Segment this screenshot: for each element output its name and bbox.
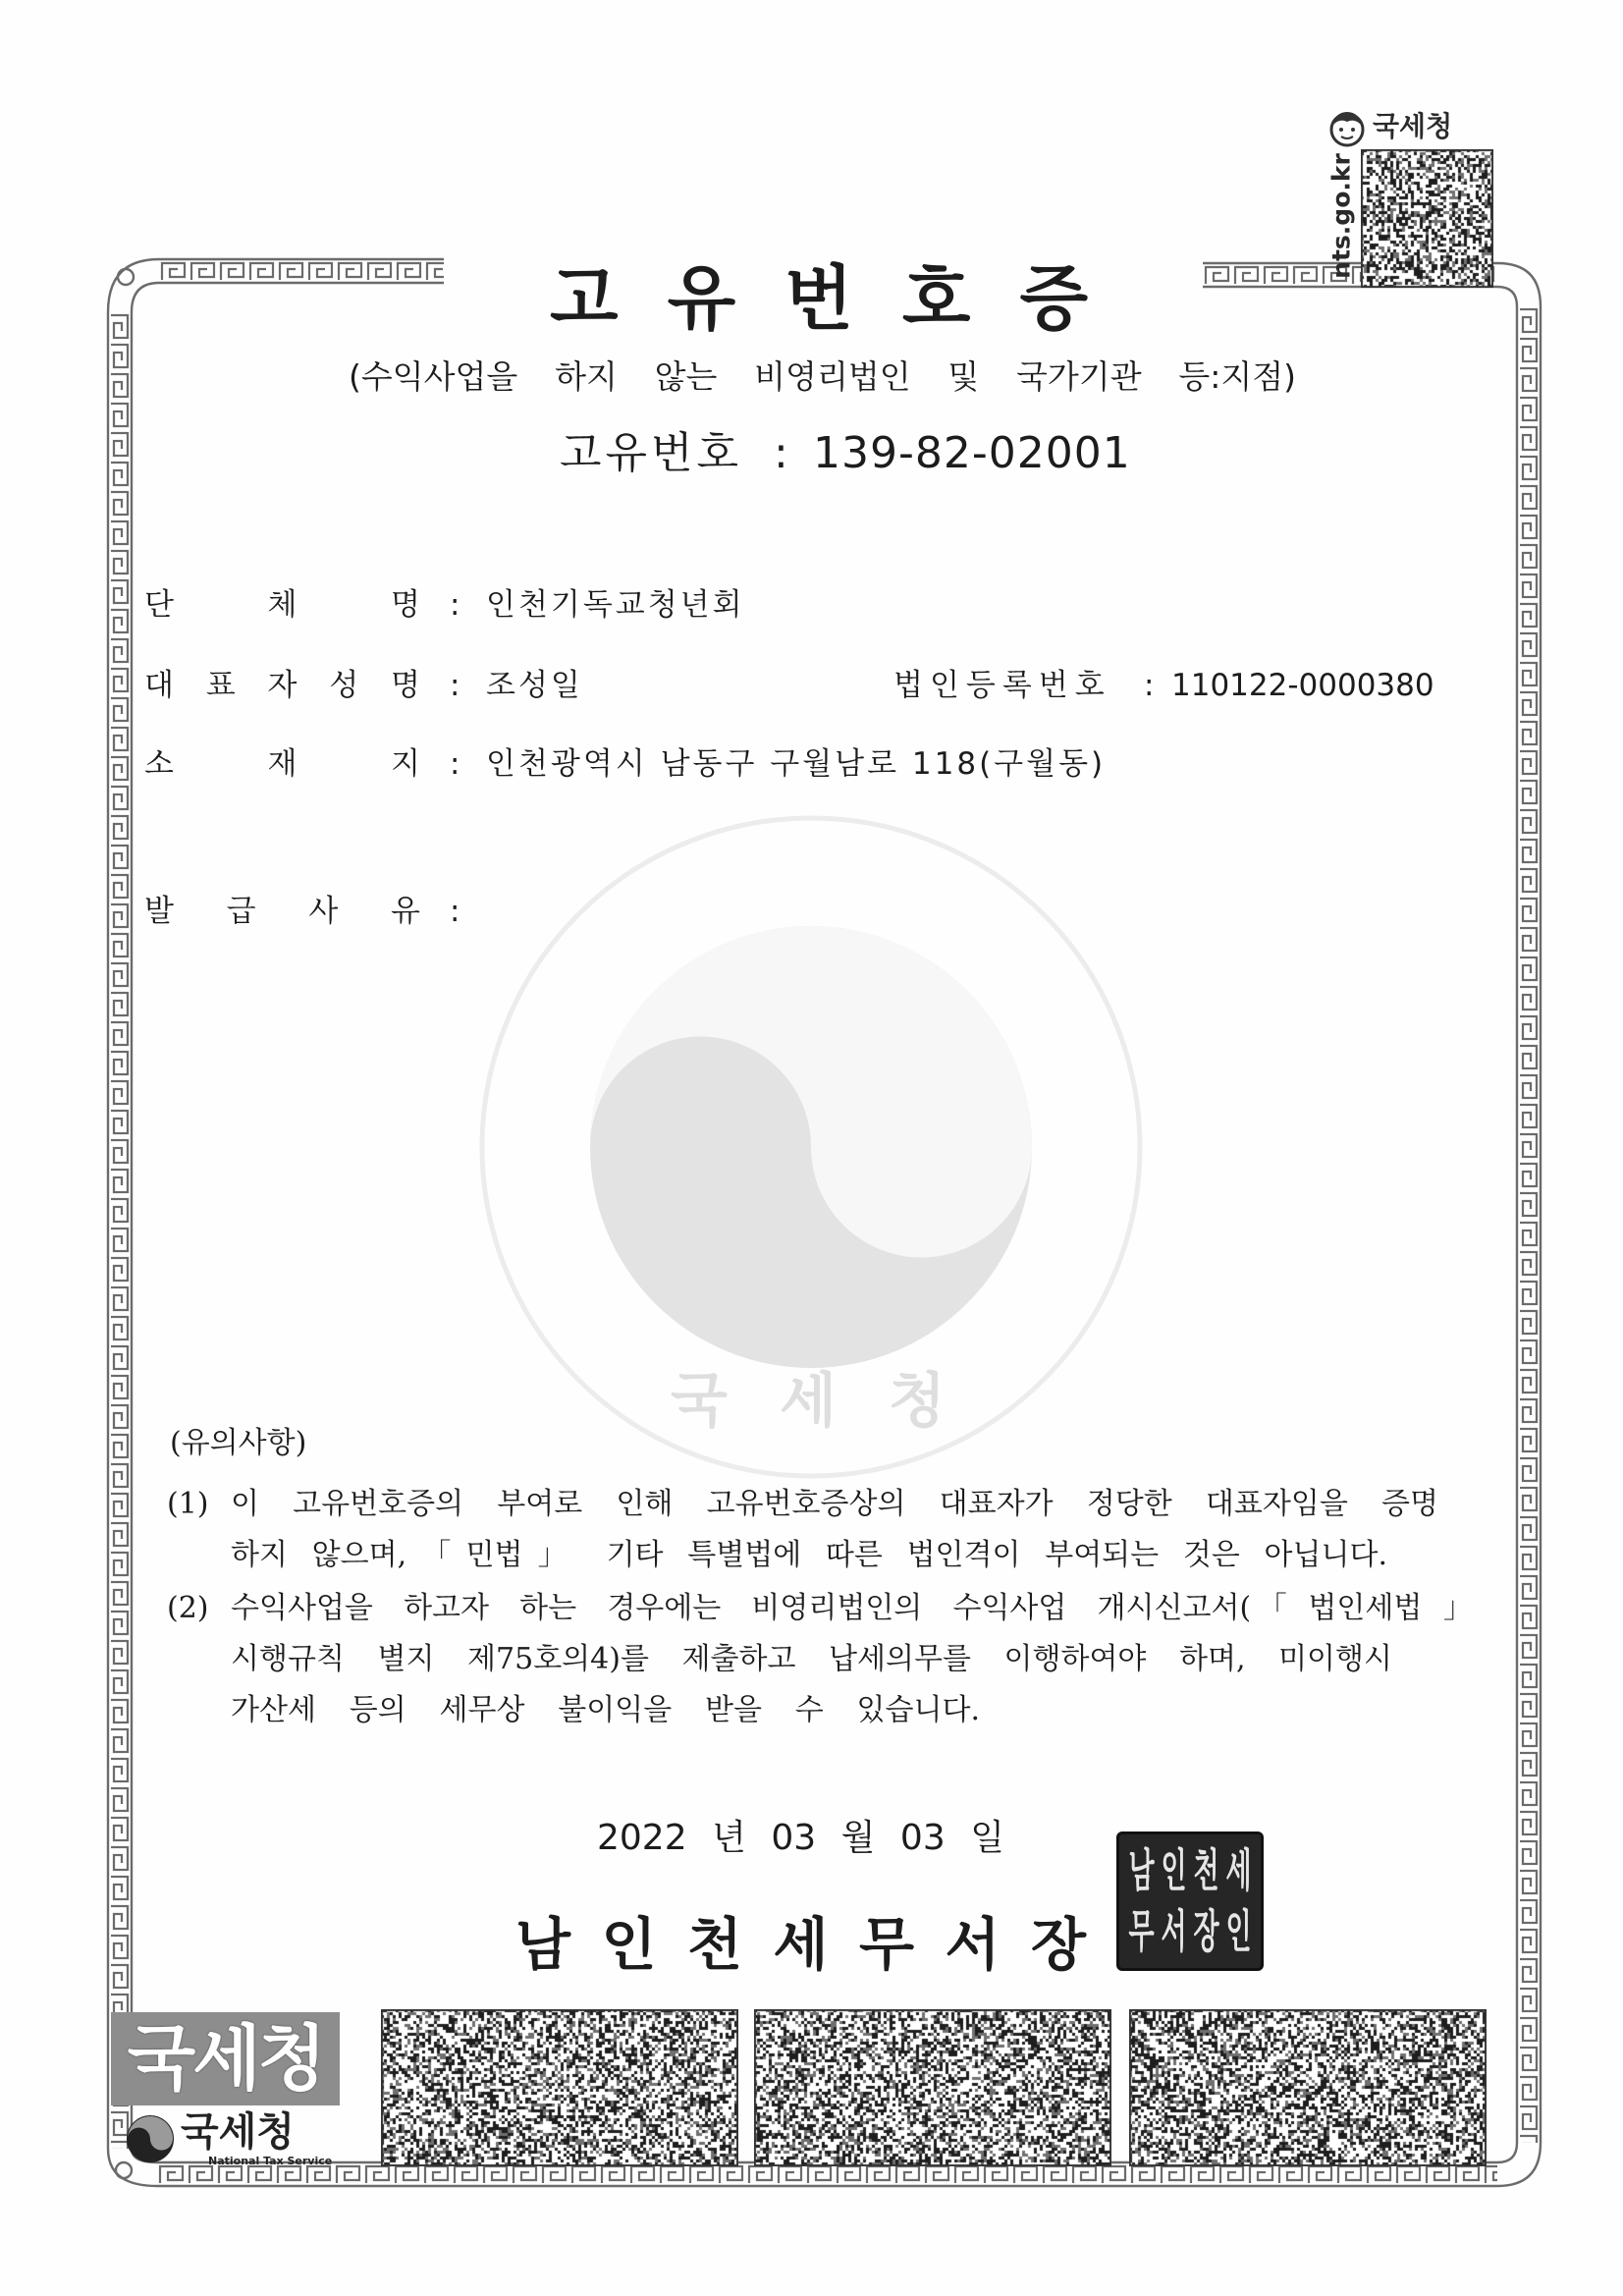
unique-number-separator: : <box>774 428 788 478</box>
organization-name-separator: : <box>450 587 460 623</box>
address-value: 인천광역시 남동구 구월남로 118(구월동) <box>486 746 1107 782</box>
notes-heading: (유의사항) <box>170 1426 307 1460</box>
note-2-number: (2) <box>167 1591 209 1625</box>
border-top-left-strip <box>159 259 444 283</box>
footer-agency-name-en: National Tax Service <box>208 2155 333 2167</box>
seal-char: 세 <box>1225 1844 1252 1897</box>
unique-number-value: 139-82-02001 <box>813 428 1131 478</box>
note-1-line-1: 이 고유번호증의 부여로 인해 고유번호증상의 대표자가 정당한 대표자임을 증명 <box>231 1487 1438 1521</box>
seal-char: 인 <box>1225 1905 1252 1958</box>
issuer-name: 남 인 천 세 무 서 장 <box>515 1911 1086 1978</box>
nts-mascot-icon <box>1327 108 1367 147</box>
watermark-text: 국 세 청 <box>671 1367 946 1436</box>
corporate-registration-number-separator: : <box>1144 668 1155 703</box>
seal-char: 인 <box>1161 1844 1187 1897</box>
border-corners <box>108 259 1541 2186</box>
agency-badge: 국세청 <box>111 2012 340 2105</box>
qr-code-bottom-3 <box>1129 2009 1487 2166</box>
corporate-registration-number-label: 법인등록번호 <box>893 668 1111 703</box>
qr-code-bottom-2 <box>754 2009 1111 2166</box>
seal-char: 무 <box>1128 1905 1155 1958</box>
issue-reason-separator: : <box>450 894 460 929</box>
address-separator: : <box>450 746 460 782</box>
corporate-registration-number-value: 110122-0000380 <box>1171 668 1434 703</box>
seal-char: 서 <box>1161 1905 1187 1958</box>
seal-char: 남 <box>1128 1844 1155 1897</box>
border-left-strip <box>108 312 132 2149</box>
border-right-strip <box>1517 306 1541 2143</box>
header-agency-name: 국세청 <box>1373 110 1453 142</box>
nts-emblem-icon <box>126 2114 175 2163</box>
official-seal <box>1116 1831 1264 1971</box>
unique-number-label: 고유번호 <box>560 428 743 478</box>
header-website: nts.go.kr <box>1326 153 1356 279</box>
note-2-line-1: 수익사업을 하고자 하는 경우에는 비영리법인의 수익사업 개시신고서(「법인세법」 <box>231 1591 1473 1625</box>
representative-name-value: 조성일 <box>486 668 583 703</box>
organization-name-value: 인천기독교청년회 <box>486 587 745 623</box>
representative-name-label: 대 표 자 성 명 <box>144 668 420 703</box>
issue-date: 2022 년 03 월 03 일 <box>597 1818 1004 1858</box>
document-subtitle: (수익사업을 하지 않는 비영리법인 및 국가기관 등:지점) <box>349 357 1296 396</box>
note-2-line-2: 시행규칙 별지 제75호의4)를 제출하고 납세의무를 이행하여야 하며, 미이행시 <box>231 1642 1392 1676</box>
note-2-line-3: 가산세 등의 세무상 불이익을 받을 수 있습니다. <box>231 1693 980 1727</box>
qr-code-bottom-1 <box>381 2009 738 2166</box>
note-1-line-2: 하지 않으며,「민법」 기타 특별법에 따른 법인격이 부여되는 것은 아닙니다. <box>231 1538 1387 1572</box>
seal-char: 천 <box>1193 1844 1219 1897</box>
organization-name-label: 단 체 명 <box>144 587 420 623</box>
qr-code-top <box>1361 149 1493 288</box>
footer-agency-name: 국세청 <box>181 2109 295 2155</box>
address-label: 소 재 지 <box>144 746 420 782</box>
document-title: 고 유 번 호 증 <box>550 257 1088 340</box>
representative-name-separator: : <box>450 668 460 703</box>
issue-reason-label: 발 급 사 유 <box>144 894 420 929</box>
note-1-number: (1) <box>167 1487 209 1521</box>
seal-char: 장 <box>1193 1905 1219 1958</box>
